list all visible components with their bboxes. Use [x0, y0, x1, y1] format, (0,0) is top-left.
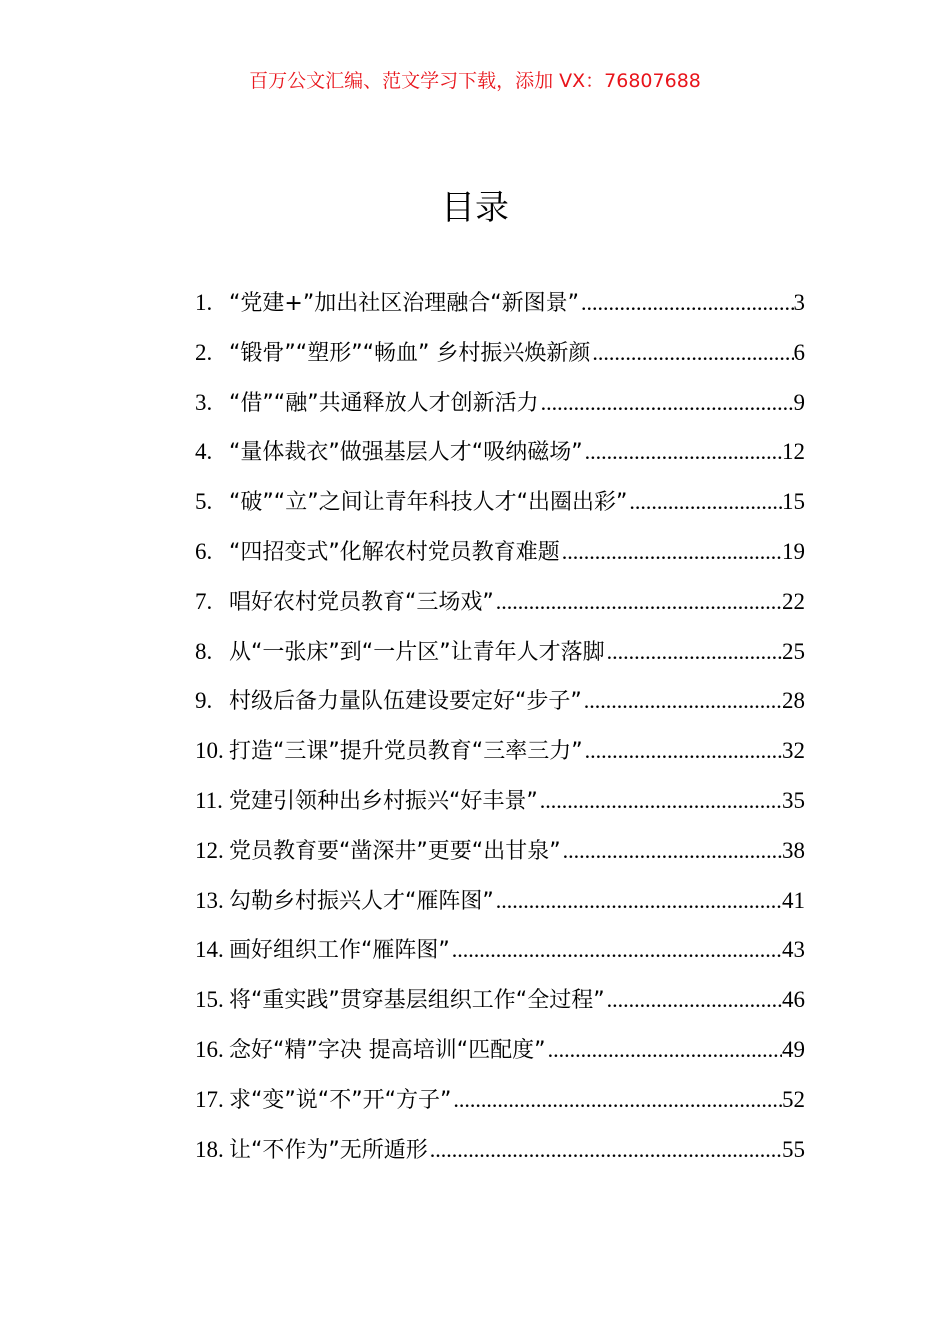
toc-entry-title: “量体裁衣”做强基层人才“吸纳磁场”	[229, 440, 583, 466]
toc-entry-page-number: 38	[782, 837, 805, 863]
toc-entry-title: “党建+”加出社区治理融合“新图景”	[229, 291, 580, 316]
toc-entry[interactable]	[195, 582, 805, 632]
toc-entry-title: 勾勒乡村振兴人才“雁阵图”	[229, 888, 494, 914]
toc-dot-leader	[541, 383, 794, 423]
toc-dot-leader	[540, 781, 782, 821]
toc-entry-page-number: 22	[782, 588, 805, 614]
toc-dot-leader	[563, 831, 782, 871]
toc-entry-number: 2.	[195, 339, 213, 365]
toc-entry-title: 让“不作为”无所遁形	[229, 1137, 428, 1163]
toc-dot-leader	[585, 731, 782, 771]
toc-entry-page-number: 46	[782, 987, 805, 1013]
toc-entry-page-number: 6	[793, 339, 805, 365]
toc-entry-number: 11.	[195, 787, 223, 813]
toc-entry-number: 14.	[195, 937, 224, 963]
toc-entry[interactable]	[195, 1030, 805, 1080]
toc-entry[interactable]	[195, 930, 805, 980]
toc-dot-leader	[548, 1030, 782, 1070]
toc-entry[interactable]	[195, 831, 805, 881]
toc-entry-title: 党员教育要“凿深井”更要“出甘泉”	[229, 838, 561, 864]
toc-entry[interactable]	[195, 731, 805, 781]
toc-dot-leader	[607, 980, 782, 1020]
toc-entry-title: 将“重实践”贯穿基层组织工作“全过程”	[229, 988, 605, 1014]
toc-entry-page-number: 43	[782, 937, 805, 963]
toc-dot-leader	[562, 532, 782, 572]
toc-entry-page-number: 55	[782, 1136, 805, 1162]
toc-dot-leader	[453, 1080, 782, 1120]
toc-entry[interactable]	[195, 1080, 805, 1130]
toc-entry-number: 6.	[195, 538, 213, 564]
toc-entry-title: “四招变式”化解农村党员教育难题	[229, 539, 560, 565]
toc-entry-title: “破”“立”之间让青年科技人才“出圈出彩”	[229, 490, 628, 516]
toc-entry[interactable]	[195, 333, 805, 383]
toc-entry-title: 求“变”说“不”开“方子”	[229, 1087, 452, 1113]
toc-entry-number: 3.	[195, 389, 213, 415]
toc-entry-page-number: 15	[782, 489, 805, 515]
page-title: 目录	[441, 188, 509, 228]
toc-entry-number: 17.	[195, 1086, 224, 1112]
toc-entry[interactable]	[195, 432, 805, 482]
toc-entry-page-number: 12	[782, 439, 805, 465]
toc-entry-number: 15.	[195, 987, 224, 1013]
toc-entry-page-number: 9	[793, 389, 805, 415]
toc-entry[interactable]	[195, 383, 805, 433]
download-notice: 百万公文汇编、范文学习下载，添加 VX：76807688	[249, 70, 701, 92]
toc-entry[interactable]	[195, 283, 805, 333]
toc-entry-page-number: 25	[782, 638, 805, 664]
toc-entry-number: 10.	[195, 738, 224, 764]
toc-dot-leader	[496, 881, 782, 921]
toc-entry-number: 12.	[195, 837, 224, 863]
toc-entry[interactable]	[195, 881, 805, 931]
toc-entry-title: 唱好农村党员教育“三场戏”	[229, 589, 494, 615]
toc-entry-title: “借”“融”共通释放人才创新活力	[229, 390, 539, 416]
toc-entry-title: 村级后备力量队伍建设要定好“步子”	[229, 689, 582, 715]
toc-dot-leader	[496, 582, 782, 622]
toc-entry-number: 1.	[195, 290, 213, 315]
toc-entry[interactable]	[195, 1130, 805, 1180]
toc-entry[interactable]	[195, 532, 805, 582]
toc-entry-number: 7.	[195, 588, 213, 614]
toc-entry[interactable]	[195, 482, 805, 532]
toc-entry-title: “锻骨”“塑形”“畅血” 乡村振兴焕新颜	[229, 340, 591, 366]
toc-entry-number: 5.	[195, 489, 213, 515]
toc-entry-title: 打造“三课”提升党员教育“三率三力”	[229, 739, 583, 765]
table-of-contents	[195, 283, 805, 1179]
toc-entry-page-number: 35	[782, 787, 805, 813]
toc-dot-leader	[584, 681, 782, 721]
toc-entry-page-number: 32	[782, 738, 805, 764]
toc-dot-leader	[607, 632, 782, 672]
toc-entry-number: 16.	[195, 1036, 224, 1062]
toc-entry-title: 从“一张床”到“一片区”让青年人才落脚	[229, 639, 605, 665]
toc-entry-page-number: 41	[782, 887, 805, 913]
toc-dot-leader	[585, 432, 782, 472]
toc-entry[interactable]	[195, 681, 805, 731]
toc-entry-title: 党建引领种出乡村振兴“好丰景”	[229, 788, 538, 814]
toc-entry-page-number: 28	[782, 688, 805, 714]
toc-entry[interactable]	[195, 632, 805, 682]
toc-dot-leader	[430, 1130, 782, 1170]
toc-entry-page-number: 49	[782, 1036, 805, 1062]
toc-entry-page-number: 52	[782, 1086, 805, 1112]
toc-dot-leader	[592, 333, 793, 373]
toc-entry-number: 9.	[195, 688, 213, 714]
toc-dot-leader	[452, 930, 782, 970]
toc-entry-number: 18.	[195, 1136, 224, 1162]
toc-entry-number: 13.	[195, 887, 224, 913]
toc-dot-leader	[629, 482, 782, 522]
toc-entry-page-number: 3	[793, 290, 805, 315]
toc-entry-title: 念好“精”字决 提高培训“匹配度”	[229, 1037, 546, 1063]
toc-entry-title: 画好组织工作“雁阵图”	[229, 938, 450, 964]
toc-entry[interactable]	[195, 980, 805, 1030]
toc-entry-number: 8.	[195, 638, 213, 664]
toc-entry[interactable]	[195, 781, 805, 831]
toc-entry-page-number: 19	[782, 538, 805, 564]
toc-dot-leader	[581, 283, 793, 323]
toc-entry-number: 4.	[195, 439, 213, 465]
